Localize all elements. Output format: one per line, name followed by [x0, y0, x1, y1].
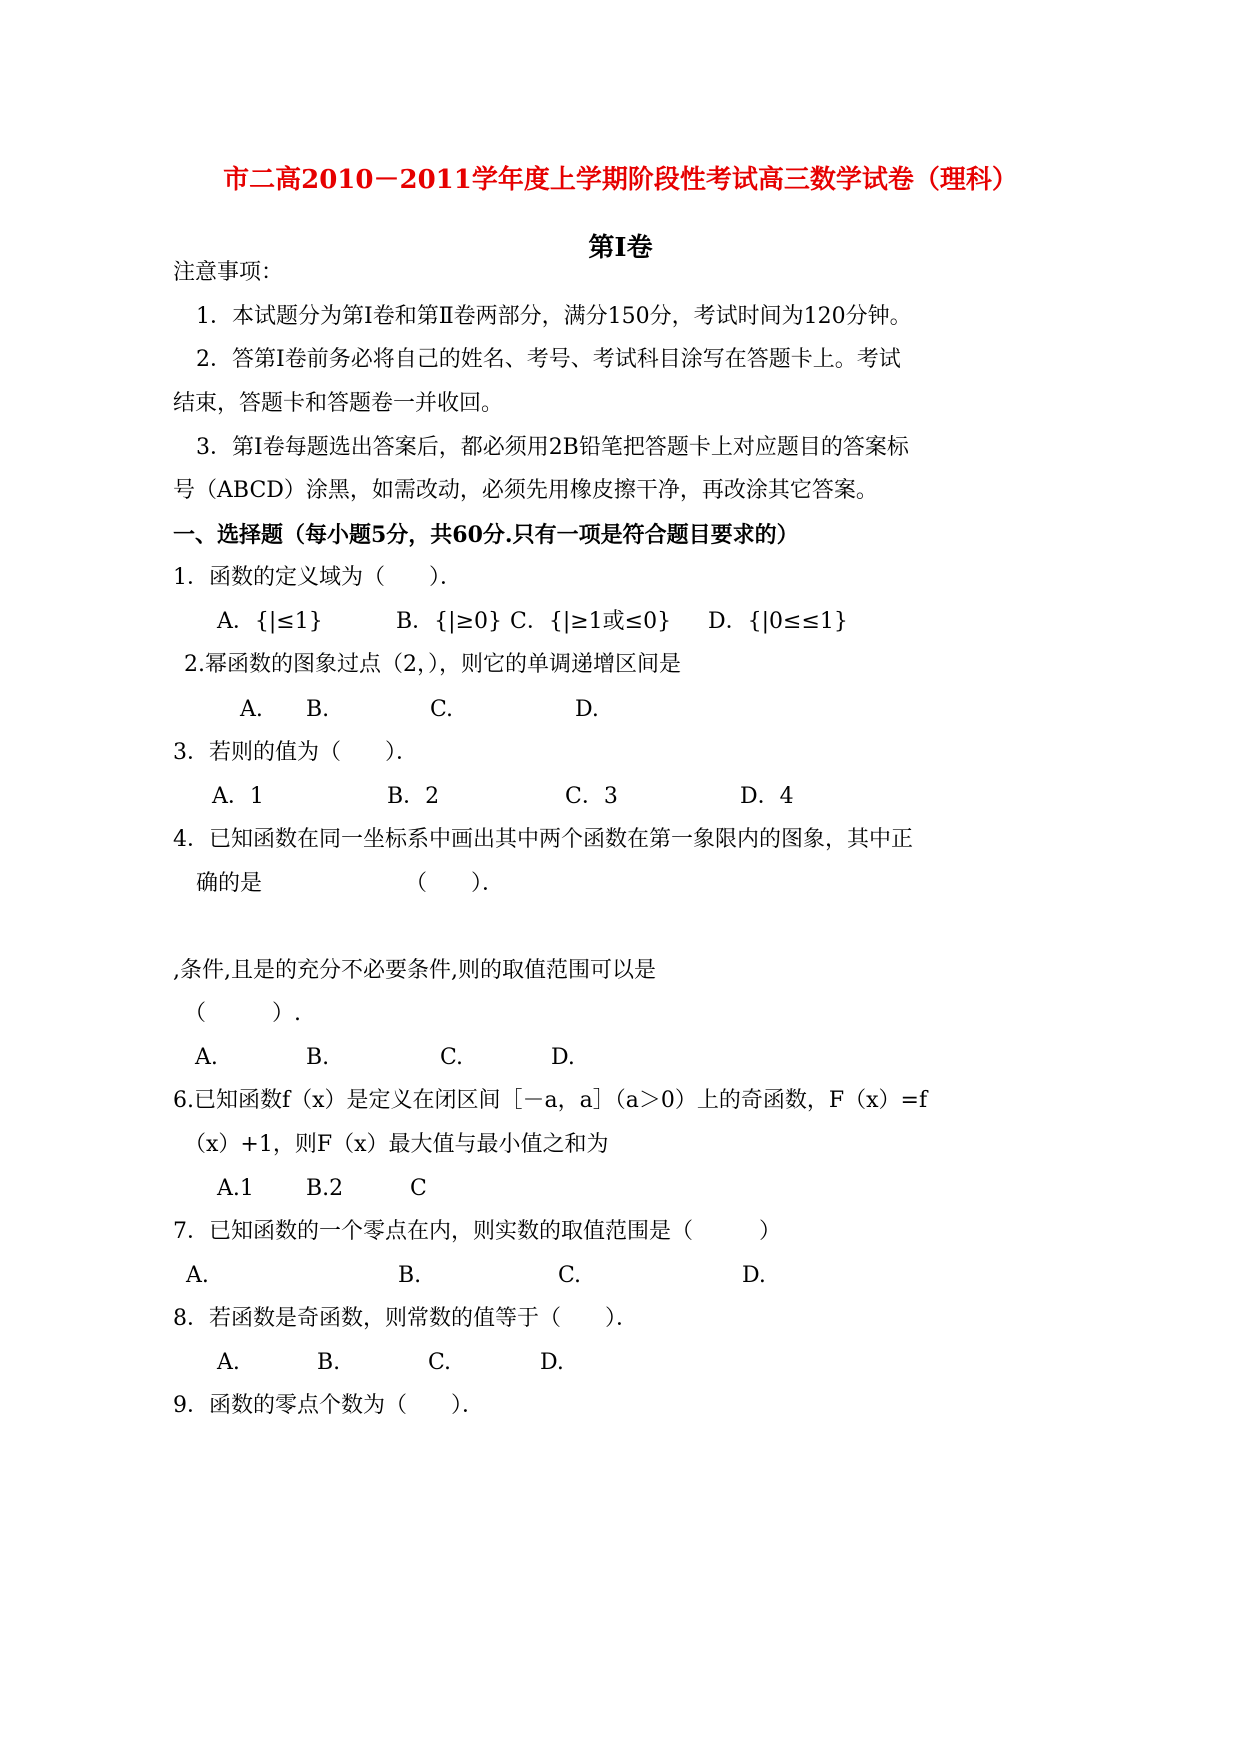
question-3-stem: 3．若则的值为（ ）． [173, 740, 418, 765]
question-5-option-b: B. [306, 1045, 330, 1070]
volume-title: 第Ⅰ卷 [588, 233, 653, 263]
question-1-stem: 1．函数的定义域为（ ）． [173, 565, 462, 590]
question-2-option-b: B. [306, 697, 330, 722]
question-2-option-c: C. [430, 697, 454, 722]
question-9-stem: 9．函数的零点个数为（ ）． [173, 1393, 484, 1418]
question-6-option-b: B.2 [306, 1176, 344, 1201]
question-6-stem-line-1: 6.已知函数f（x）是定义在闭区间［－a，a］（a＞0）上的奇函数，F（x）=f [173, 1088, 928, 1113]
question-6-option-a: A.1 [217, 1176, 254, 1201]
question-7-option-b: B. [398, 1263, 422, 1288]
question-8-option-a: A. [217, 1350, 240, 1375]
question-3-option-d: D．4 [740, 784, 794, 809]
notice-heading: 注意事项： [173, 260, 284, 285]
question-3-option-b: B．2 [387, 784, 440, 809]
question-3-option-a: A．1 [212, 784, 264, 809]
question-5-stem-line-1: ,条件,且是的充分不必要条件,则的取值范围可以是 [173, 958, 656, 983]
question-2-stem: 2.幂函数的图象过点（2，），则它的单调递增区间是 [184, 652, 681, 677]
question-8-stem: 8．若函数是奇函数，则常数的值等于（ ）． [173, 1306, 638, 1331]
section-heading: 一、选择题（每小题5分，共60分.只有一项是符合题目要求的） [173, 522, 799, 548]
question-7-option-c: C. [558, 1263, 582, 1288]
exam-title: 市二高2010－2011学年度上学期阶段性考试高三数学试卷（理科） [223, 165, 1018, 195]
notice-item-2-line-2: 结束，答题卡和答题卷一并收回。 [173, 391, 504, 416]
question-4-stem-line-1: 4．已知函数在同一坐标系中画出其中两个函数在第一象限内的图象，其中正 [173, 827, 913, 852]
question-8-option-d: D. [540, 1350, 564, 1375]
question-5-option-a: A. [195, 1045, 218, 1070]
question-3-option-c: C．3 [565, 784, 618, 809]
question-1-option-c: C．{|≥1或≤0} [510, 609, 672, 634]
question-5-stem-line-2: （ ）. [184, 1001, 301, 1026]
question-7-option-a: A. [186, 1263, 209, 1288]
question-7-stem: 7．已知函数的一个零点在内，则实数的取值范围是（ ） [173, 1219, 781, 1244]
question-4-stem-line-2: 确的是 （ ）． [196, 871, 505, 896]
question-5-option-c: C. [440, 1045, 464, 1070]
question-5-option-d: D. [551, 1045, 575, 1070]
question-6-option-c: C [410, 1176, 427, 1201]
question-6-stem-line-2: （x）+1，则F（x）最大值与最小值之和为 [184, 1132, 609, 1157]
question-8-option-c: C. [428, 1350, 452, 1375]
question-1-option-a: A．{|≤1} [217, 609, 323, 634]
question-1-option-d: D．{|0≤≤1} [708, 609, 848, 634]
question-2-option-a: A. [240, 697, 263, 722]
notice-item-3-line-1: 3．第Ⅰ卷每题选出答案后，都必须用2B铅笔把答题卡上对应题目的答案标 [196, 435, 909, 460]
question-2-option-d: D. [575, 697, 599, 722]
notice-item-2-line-1: 2．答第Ⅰ卷前务必将自己的姓名、考号、考试科目涂写在答题卡上。考试 [196, 347, 901, 372]
question-1-option-b: B．{|≥0} [396, 609, 503, 634]
question-7-option-d: D. [742, 1263, 766, 1288]
question-8-option-b: B. [317, 1350, 341, 1375]
notice-item-1: 1．本试题分为第Ⅰ卷和第Ⅱ卷两部分，满分150分，考试时间为120分钟。 [196, 304, 912, 329]
notice-item-3-line-2: 号（ABCD）涂黑，如需改动，必须先用橡皮擦干净，再改涂其它答案。 [173, 478, 878, 503]
